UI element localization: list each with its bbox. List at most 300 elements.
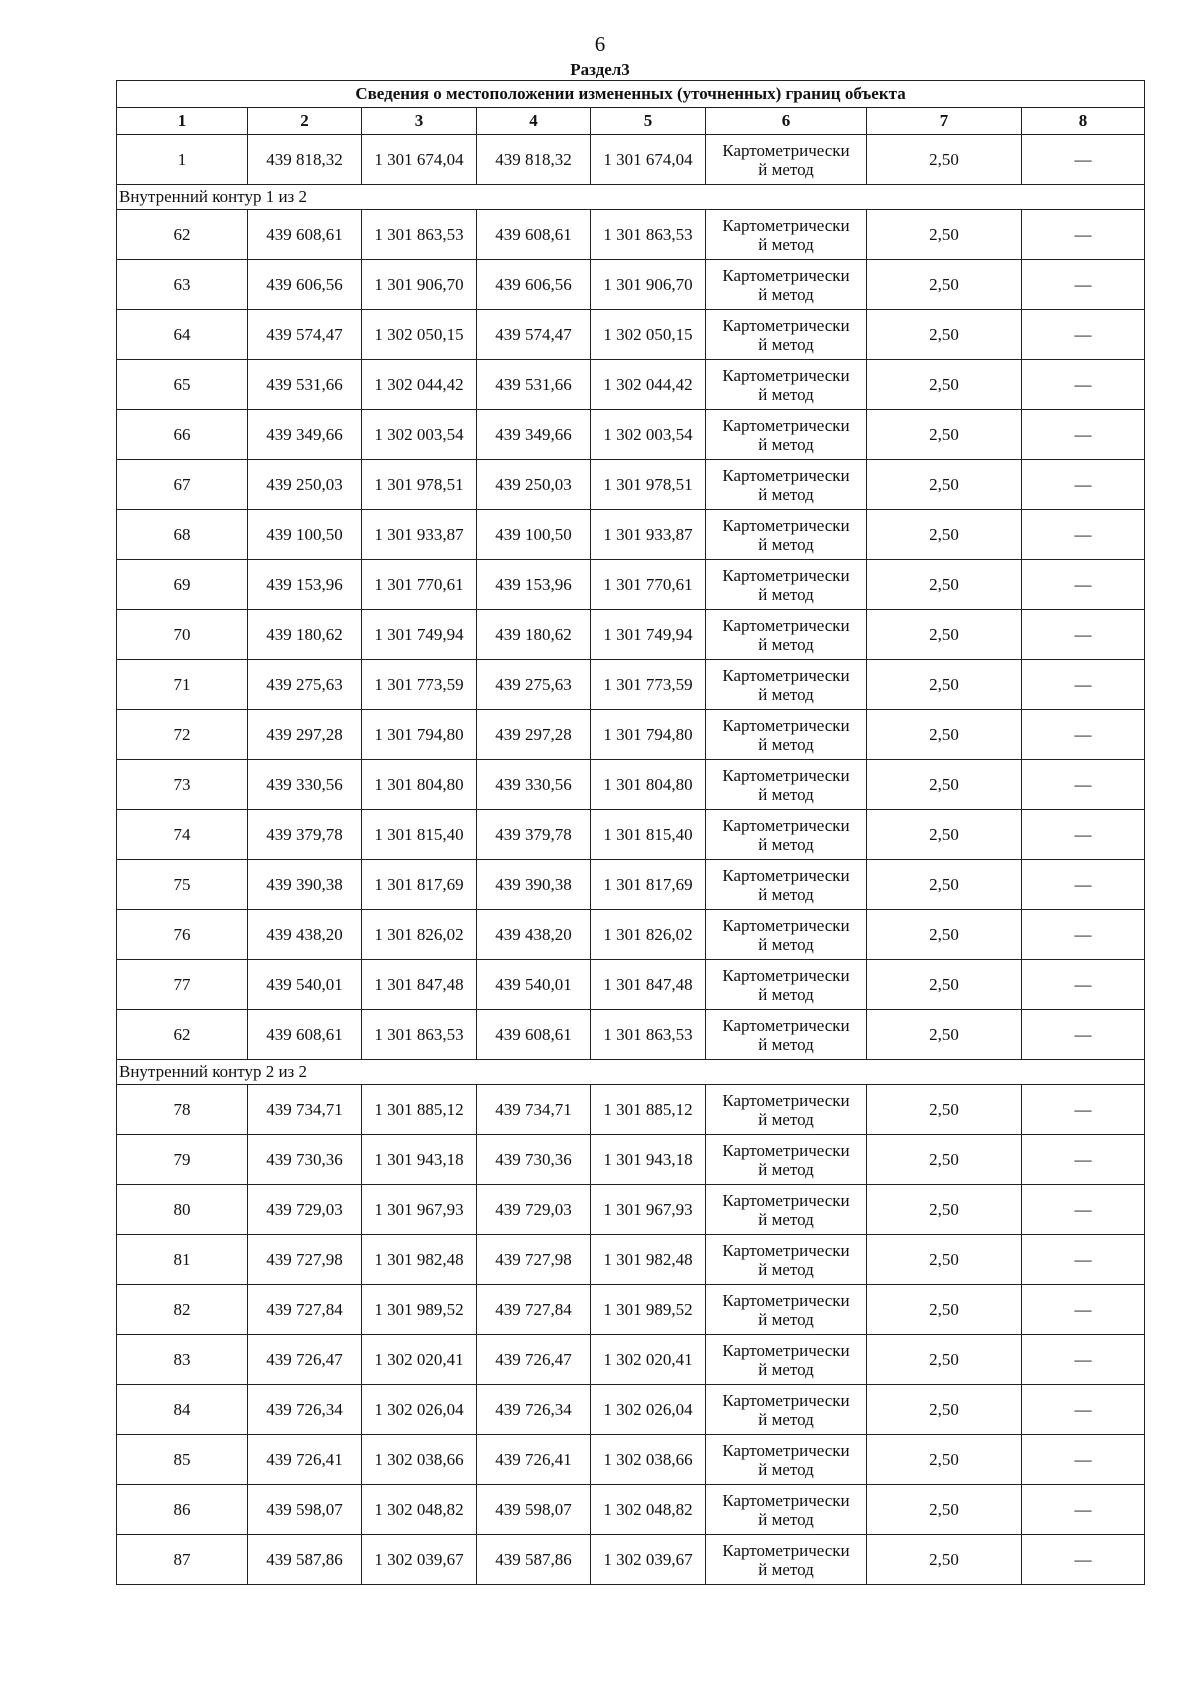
table-row [117,1335,1145,1385]
accuracy-cell: 2,50 [867,460,1022,510]
coord-x-existing-cell: 439 153,96 [248,560,362,610]
description-cell: — [1022,210,1145,260]
method-cell [706,760,867,810]
method-text-line: Картометрически [722,365,850,385]
point-number-cell: 66 [117,410,248,460]
table-row [117,1485,1145,1535]
table-row [117,460,1145,510]
coord-y-existing-cell: 1 301 804,80 [362,760,477,810]
method-cell [706,310,867,360]
description-cell: — [1022,510,1145,560]
coord-x-existing-cell: 439 598,07 [248,1485,362,1535]
table-row [117,1010,1145,1060]
coord-x-existing-cell: 439 726,41 [248,1435,362,1485]
coord-y-new-cell: 1 301 770,61 [591,560,706,610]
coord-x-existing-cell: 439 438,20 [248,910,362,960]
method-cell [706,1385,867,1435]
coord-y-new-cell: 1 302 026,04 [591,1385,706,1435]
method-text-line: й метод [758,534,814,554]
description-cell: — [1022,1485,1145,1535]
coord-y-existing-cell: 1 301 826,02 [362,910,477,960]
method-cell [706,560,867,610]
description-cell: — [1022,260,1145,310]
method-text-line: й метод [758,1559,814,1579]
method-text-line: Картометрически [722,515,850,535]
method-text-line: Картометрически [722,765,850,785]
method-text-line: й метод [758,734,814,754]
table-row [117,410,1145,460]
accuracy-cell: 2,50 [867,1235,1022,1285]
table-row [117,910,1145,960]
description-cell: — [1022,135,1145,185]
accuracy-cell: 2,50 [867,410,1022,460]
description-cell: — [1022,1010,1145,1060]
table-title-row [117,81,1145,108]
method-cell [706,1335,867,1385]
table-row [117,360,1145,410]
coord-y-new-cell: 1 302 050,15 [591,310,706,360]
point-number-cell: 67 [117,460,248,510]
method-text-line: Картометрически [722,1140,850,1160]
accuracy-cell: 2,50 [867,1335,1022,1385]
coord-x-existing-cell: 439 818,32 [248,135,362,185]
method-cell [706,660,867,710]
table-row [117,710,1145,760]
coord-y-new-cell: 1 301 943,18 [591,1135,706,1185]
coord-y-existing-cell: 1 301 815,40 [362,810,477,860]
method-text-line: й метод [758,1459,814,1479]
accuracy-cell: 2,50 [867,1385,1022,1435]
method-text-line: Картометрически [722,415,850,435]
coord-y-existing-cell: 1 301 749,94 [362,610,477,660]
method-text-line: Картометрически [722,215,850,235]
contour-label: Внутренний контур 2 из 2 [117,1060,1145,1085]
coord-y-existing-cell: 1 301 933,87 [362,510,477,560]
coord-y-new-cell: 1 301 906,70 [591,260,706,310]
coord-y-new-cell: 1 301 989,52 [591,1285,706,1335]
point-number-cell: 78 [117,1085,248,1135]
coord-x-new-cell: 439 608,61 [477,1010,591,1060]
coord-x-existing-cell: 439 349,66 [248,410,362,460]
method-cell [706,1185,867,1235]
coord-y-existing-cell: 1 302 050,15 [362,310,477,360]
coord-x-new-cell: 439 531,66 [477,360,591,410]
coord-y-existing-cell: 1 301 943,18 [362,1135,477,1185]
method-text-line: й метод [758,334,814,354]
coord-x-new-cell: 439 598,07 [477,1485,591,1535]
description-cell: — [1022,710,1145,760]
description-cell: — [1022,610,1145,660]
method-text-line: й метод [758,1034,814,1054]
coord-x-new-cell: 439 540,01 [477,960,591,1010]
table-row [117,810,1145,860]
coord-x-new-cell: 439 250,03 [477,460,591,510]
accuracy-cell: 2,50 [867,1535,1022,1585]
method-text-line: й метод [758,484,814,504]
coord-y-existing-cell: 1 301 885,12 [362,1085,477,1135]
table-row [117,260,1145,310]
method-text-line: й метод [758,884,814,904]
method-cell [706,210,867,260]
accuracy-cell: 2,50 [867,1010,1022,1060]
coord-y-new-cell: 1 301 847,48 [591,960,706,1010]
table-row [117,760,1145,810]
method-text-line: Картометрически [722,1340,850,1360]
method-text-line: Картометрически [722,140,850,160]
table-row [117,1085,1145,1135]
method-cell [706,810,867,860]
description-cell: — [1022,910,1145,960]
coord-y-new-cell: 1 302 003,54 [591,410,706,460]
accuracy-cell: 2,50 [867,1285,1022,1335]
description-cell: — [1022,1135,1145,1185]
accuracy-cell: 2,50 [867,210,1022,260]
method-cell [706,135,867,185]
method-cell [706,460,867,510]
accuracy-cell: 2,50 [867,1435,1022,1485]
method-text-line: й метод [758,1359,814,1379]
table-row [117,1185,1145,1235]
coord-x-new-cell: 439 275,63 [477,660,591,710]
point-number-cell: 1 [117,135,248,185]
point-number-cell: 62 [117,1010,248,1060]
contour-label: Внутренний контур 1 из 2 [117,185,1145,210]
method-text-line: й метод [758,834,814,854]
contour-section-row [117,185,1145,210]
method-text-line: Картометрически [722,915,850,935]
description-cell: — [1022,1385,1145,1435]
table-row [117,560,1145,610]
method-cell [706,1235,867,1285]
description-cell: — [1022,1435,1145,1485]
coord-y-existing-cell: 1 301 674,04 [362,135,477,185]
point-number-cell: 64 [117,310,248,360]
description-cell: — [1022,1085,1145,1135]
point-number-cell: 87 [117,1535,248,1585]
point-number-cell: 73 [117,760,248,810]
method-cell [706,410,867,460]
method-text-line: Картометрически [722,815,850,835]
accuracy-cell: 2,50 [867,310,1022,360]
description-cell: — [1022,1285,1145,1335]
column-header: 1 [117,108,248,135]
section-label: Раздел3 [570,60,630,79]
coord-y-new-cell: 1 301 863,53 [591,1010,706,1060]
table-body [117,135,1145,1585]
table-row [117,1285,1145,1335]
coord-y-new-cell: 1 301 773,59 [591,660,706,710]
accuracy-cell: 2,50 [867,360,1022,410]
coord-y-new-cell: 1 301 967,93 [591,1185,706,1235]
coord-y-existing-cell: 1 301 773,59 [362,660,477,710]
accuracy-cell: 2,50 [867,710,1022,760]
accuracy-cell: 2,50 [867,1485,1022,1535]
coord-y-new-cell: 1 302 044,42 [591,360,706,410]
description-cell: — [1022,760,1145,810]
coord-y-new-cell: 1 301 863,53 [591,210,706,260]
table-row [117,660,1145,710]
coord-y-new-cell: 1 301 674,04 [591,135,706,185]
column-header-row [117,108,1145,135]
coord-y-new-cell: 1 301 826,02 [591,910,706,960]
description-cell: — [1022,1235,1145,1285]
method-text-line: Картометрически [722,1440,850,1460]
coord-y-existing-cell: 1 302 020,41 [362,1335,477,1385]
description-cell: — [1022,360,1145,410]
method-text-line: Картометрически [722,565,850,585]
coord-x-existing-cell: 439 606,56 [248,260,362,310]
accuracy-cell: 2,50 [867,810,1022,860]
method-text-line: й метод [758,434,814,454]
accuracy-cell: 2,50 [867,610,1022,660]
accuracy-cell: 2,50 [867,135,1022,185]
method-cell [706,860,867,910]
method-text-line: й метод [758,1309,814,1329]
coord-y-new-cell: 1 301 749,94 [591,610,706,660]
coord-x-existing-cell: 439 390,38 [248,860,362,910]
table-row [117,210,1145,260]
point-number-cell: 85 [117,1435,248,1485]
coord-x-new-cell: 439 153,96 [477,560,591,610]
coord-y-existing-cell: 1 301 982,48 [362,1235,477,1285]
method-text-line: Картометрически [722,1090,850,1110]
coord-x-existing-cell: 439 729,03 [248,1185,362,1235]
point-number-cell: 81 [117,1235,248,1285]
method-cell [706,360,867,410]
coord-x-existing-cell: 439 734,71 [248,1085,362,1135]
point-number-cell: 82 [117,1285,248,1335]
coord-y-new-cell: 1 302 038,66 [591,1435,706,1485]
coord-x-existing-cell: 439 540,01 [248,960,362,1010]
coord-x-new-cell: 439 297,28 [477,710,591,760]
method-text-line: й метод [758,1259,814,1279]
coord-x-existing-cell: 439 180,62 [248,610,362,660]
point-number-cell: 84 [117,1385,248,1435]
coord-y-new-cell: 1 301 794,80 [591,710,706,760]
point-number-cell: 76 [117,910,248,960]
point-number-cell: 62 [117,210,248,260]
description-cell: — [1022,560,1145,610]
table-row [117,1235,1145,1285]
method-text-line: Картометрически [722,865,850,885]
point-number-cell: 71 [117,660,248,710]
method-text-line: Картометрически [722,965,850,985]
description-cell: — [1022,1535,1145,1585]
method-text-line: й метод [758,159,814,179]
coord-y-existing-cell: 1 301 817,69 [362,860,477,910]
column-header: 5 [591,108,706,135]
method-text-line: й метод [758,634,814,654]
method-cell [706,1485,867,1535]
coord-y-existing-cell: 1 301 770,61 [362,560,477,610]
column-header: 6 [706,108,867,135]
method-text-line: й метод [758,1109,814,1129]
coord-y-existing-cell: 1 301 978,51 [362,460,477,510]
coord-x-new-cell: 439 349,66 [477,410,591,460]
coord-x-new-cell: 439 100,50 [477,510,591,560]
method-text-line: Картометрически [722,265,850,285]
column-header: 8 [1022,108,1145,135]
accuracy-cell: 2,50 [867,960,1022,1010]
coord-x-existing-cell: 439 727,84 [248,1285,362,1335]
accuracy-cell: 2,50 [867,510,1022,560]
description-cell: — [1022,660,1145,710]
coord-y-new-cell: 1 301 982,48 [591,1235,706,1285]
column-header: 7 [867,108,1022,135]
coord-x-existing-cell: 439 608,61 [248,1010,362,1060]
coord-x-new-cell: 439 180,62 [477,610,591,660]
coord-y-existing-cell: 1 302 026,04 [362,1385,477,1435]
coord-y-new-cell: 1 301 817,69 [591,860,706,910]
contour-section-row [117,1060,1145,1085]
point-number-cell: 77 [117,960,248,1010]
coord-y-existing-cell: 1 301 989,52 [362,1285,477,1335]
method-text-line: Картометрически [722,315,850,335]
coord-y-existing-cell: 1 301 967,93 [362,1185,477,1235]
coord-x-new-cell: 439 438,20 [477,910,591,960]
point-number-cell: 68 [117,510,248,560]
table-row [117,135,1145,185]
method-cell [706,1435,867,1485]
coord-x-new-cell: 439 726,34 [477,1385,591,1435]
method-cell [706,610,867,660]
method-text-line: Картометрически [722,1190,850,1210]
coord-x-new-cell: 439 608,61 [477,210,591,260]
method-text-line: Картометрически [722,1240,850,1260]
point-number-cell: 69 [117,560,248,610]
accuracy-cell: 2,50 [867,910,1022,960]
coord-x-existing-cell: 439 726,47 [248,1335,362,1385]
method-text-line: Картометрически [722,1540,850,1560]
accuracy-cell: 2,50 [867,860,1022,910]
point-number-cell: 74 [117,810,248,860]
description-cell: — [1022,310,1145,360]
table-title: Сведения о местоположении измененных (уточненных) границ объекта [117,81,1145,108]
table-row [117,1135,1145,1185]
coord-x-existing-cell: 439 379,78 [248,810,362,860]
coord-x-new-cell: 439 726,41 [477,1435,591,1485]
table-row [117,860,1145,910]
method-cell [706,1285,867,1335]
coord-y-new-cell: 1 301 885,12 [591,1085,706,1135]
coord-x-new-cell: 439 729,03 [477,1185,591,1235]
coord-x-existing-cell: 439 726,34 [248,1385,362,1435]
method-text-line: й метод [758,1509,814,1529]
method-text-line: й метод [758,934,814,954]
method-cell [706,1135,867,1185]
description-cell: — [1022,410,1145,460]
coord-x-new-cell: 439 727,84 [477,1285,591,1335]
coord-x-existing-cell: 439 574,47 [248,310,362,360]
method-text-line: Картометрически [722,665,850,685]
description-cell: — [1022,960,1145,1010]
coord-x-existing-cell: 439 730,36 [248,1135,362,1185]
coord-y-existing-cell: 1 301 847,48 [362,960,477,1010]
accuracy-cell: 2,50 [867,260,1022,310]
coord-x-new-cell: 439 727,98 [477,1235,591,1285]
coord-y-existing-cell: 1 301 794,80 [362,710,477,760]
coord-y-new-cell: 1 301 815,40 [591,810,706,860]
point-number-cell: 70 [117,610,248,660]
coord-x-existing-cell: 439 275,63 [248,660,362,710]
method-text-line: Картометрически [722,715,850,735]
coord-y-existing-cell: 1 301 906,70 [362,260,477,310]
method-text-line: й метод [758,284,814,304]
coord-x-new-cell: 439 734,71 [477,1085,591,1135]
method-cell [706,260,867,310]
method-cell [706,1010,867,1060]
method-text-line: й метод [758,684,814,704]
table-row [117,1435,1145,1485]
coord-y-new-cell: 1 302 048,82 [591,1485,706,1535]
point-number-cell: 80 [117,1185,248,1235]
coord-y-new-cell: 1 302 020,41 [591,1335,706,1385]
column-header: 2 [248,108,362,135]
coord-y-existing-cell: 1 302 003,54 [362,410,477,460]
method-text-line: Картометрически [722,1390,850,1410]
method-cell [706,710,867,760]
coord-x-existing-cell: 439 297,28 [248,710,362,760]
coord-y-new-cell: 1 301 933,87 [591,510,706,560]
description-cell: — [1022,810,1145,860]
coord-y-existing-cell: 1 302 038,66 [362,1435,477,1485]
coord-y-existing-cell: 1 301 863,53 [362,1010,477,1060]
point-number-cell: 79 [117,1135,248,1185]
page-number: 6 [594,32,606,56]
point-number-cell: 75 [117,860,248,910]
coord-x-existing-cell: 439 250,03 [248,460,362,510]
coord-y-new-cell: 1 301 978,51 [591,460,706,510]
accuracy-cell: 2,50 [867,760,1022,810]
accuracy-cell: 2,50 [867,1185,1022,1235]
accuracy-cell: 2,50 [867,1085,1022,1135]
description-cell: — [1022,860,1145,910]
column-header: 3 [362,108,477,135]
point-number-cell: 83 [117,1335,248,1385]
column-header: 4 [477,108,591,135]
method-text-line: й метод [758,384,814,404]
method-text-line: Картометрически [722,1490,850,1510]
coord-x-existing-cell: 439 531,66 [248,360,362,410]
coord-y-new-cell: 1 302 039,67 [591,1535,706,1585]
accuracy-cell: 2,50 [867,660,1022,710]
method-text-line: й метод [758,584,814,604]
point-number-cell: 72 [117,710,248,760]
table-row [117,610,1145,660]
method-cell [706,960,867,1010]
method-text-line: й метод [758,784,814,804]
coord-y-existing-cell: 1 301 863,53 [362,210,477,260]
method-text-line: Картометрически [722,615,850,635]
method-text-line: й метод [758,1409,814,1429]
table-row [117,310,1145,360]
coord-x-new-cell: 439 390,38 [477,860,591,910]
coord-x-new-cell: 439 606,56 [477,260,591,310]
accuracy-cell: 2,50 [867,1135,1022,1185]
point-number-cell: 63 [117,260,248,310]
method-text-line: Картометрически [722,465,850,485]
method-text-line: Картометрически [722,1015,850,1035]
method-text-line: й метод [758,984,814,1004]
coord-x-existing-cell: 439 100,50 [248,510,362,560]
method-text-line: й метод [758,1159,814,1179]
boundary-coordinates-table [116,80,1145,1585]
coord-y-new-cell: 1 301 804,80 [591,760,706,810]
accuracy-cell: 2,50 [867,560,1022,610]
coord-x-existing-cell: 439 608,61 [248,210,362,260]
coord-x-new-cell: 439 330,56 [477,760,591,810]
point-number-cell: 65 [117,360,248,410]
